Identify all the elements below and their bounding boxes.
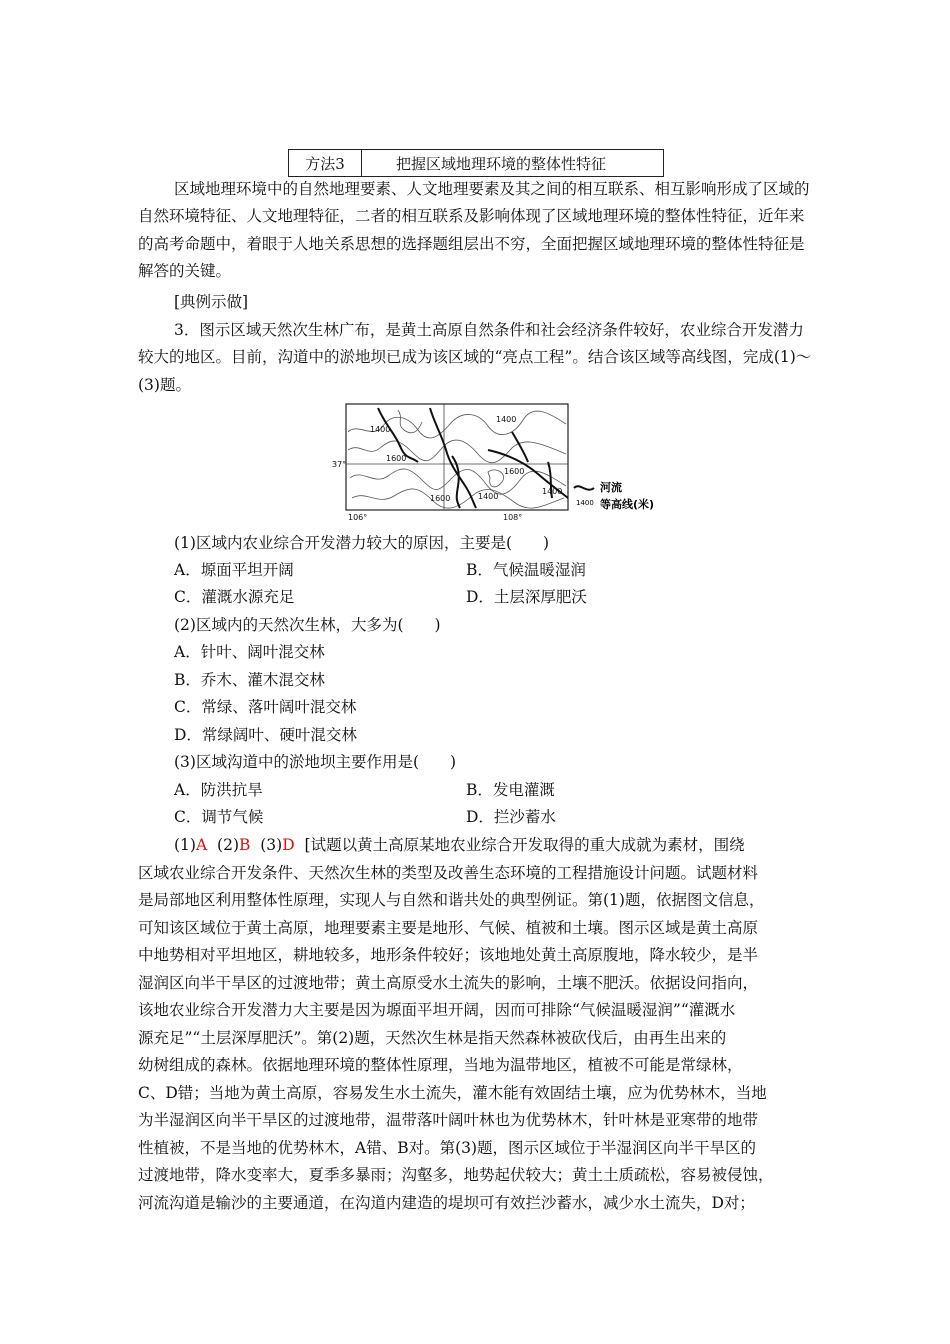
q2-option-a: A．针叶、阔叶混交林 — [174, 643, 325, 661]
answer-line: C、D错；当地为黄土高原，容易发生水土流失，灌木能有效固结土壤，应为优势林木，当地 — [138, 1084, 767, 1102]
method-title: 把握区域地理环境的整体性特征 — [396, 154, 607, 173]
latitude-label: 37° — [332, 460, 347, 469]
contour-label: 1400 — [496, 415, 517, 424]
q2-option-b: B．乔木、灌木混交林 — [174, 671, 325, 689]
answer-line: 幼树组成的森林。依据地理环境的整体性原理，当地为温带地区，植被不可能是常绿林， — [138, 1056, 743, 1074]
q3-option-b: B．发电灌溉 — [466, 781, 555, 799]
river-legend-icon — [574, 486, 594, 489]
answer-part-2: (2) — [217, 836, 239, 854]
contour-label: 1400 — [370, 425, 391, 434]
answer-line: 湿润区向半干旱区的过渡地带；黄土高原受水土流失的影响，土壤不肥沃。依据设问指向， — [138, 974, 759, 992]
q1-option-a: A．塬面平坦开阔 — [174, 561, 294, 579]
answer-1: A — [195, 836, 208, 854]
q1-option-d: D．土层深厚肥沃 — [466, 588, 587, 606]
question-stem: 3．图示区域天然次生林广布，是黄土高原自然条件和社会经济条件较好，农业综合开发潜力较大的地区。目前，沟道中的淤地坝已成为该区域的“亮点工程”。结合该区域等高线图，完成(1)～(3)题。 — [138, 321, 812, 394]
q1-stem: (1)区域内农业综合开发潜力较大的原因，主要是( ) — [174, 534, 550, 552]
answer-line: 可知该区域位于黄土高原，地理要素主要是地形、气候、植被和土壤。图示区域是黄土高原 — [138, 919, 759, 937]
longitude-label: 106° — [348, 513, 368, 522]
contour-map — [332, 402, 658, 522]
q3-option-d: D．拦沙蓄水 — [466, 808, 556, 826]
answer-part-1: (1) — [174, 836, 196, 854]
contour-label: 1600 — [386, 454, 407, 463]
answer-line: 该地农业综合开发潜力大主要是因为塬面平坦开阔，因而可排除“气候温暖湿润”“灌溉水 — [138, 1001, 736, 1019]
answer-line: 性植被，不是当地的优势林木，A错、B对。第(3)题，图示区域位于半湿润区向半干旱区的 — [138, 1139, 757, 1157]
intro-paragraph: 区域地理环境中的自然地理要素、人文地理要素及其之间的相互联系、相互影响形成了区域的自然环境特征、人文地理特征，二者的相互联系及影响体现了区域地理环境的整体性特征，近年来的高考命题中，着眼于人地关系思想的选择题组层出不穷，全面把握区域地理环境的整体性特征是解答的关键。 — [138, 180, 810, 280]
method-label: 方法3 — [289, 150, 362, 176]
q3-stem: (3)区域沟道中的淤地坝主要作用是( ) — [174, 753, 457, 771]
legend-contour-value: 1400 — [576, 499, 594, 507]
contour-label: 1400 — [542, 487, 563, 496]
legend-contour-label: 等高线(米) — [600, 498, 655, 511]
q2-option-d: D．常绿阔叶、硬叶混交林 — [174, 726, 357, 744]
contour-label: 1400 — [478, 492, 499, 501]
answer-line: 为半湿润区向半干旱区的过渡地带，温带落叶阔叶林也为优势林木，针叶林是亚寒带的地带 — [138, 1111, 759, 1129]
answer-first-line — [174, 833, 745, 855]
q3-option-c: C．调节气候 — [174, 808, 264, 826]
q2-stem: (2)区域内的天然次生林，大多为( ) — [174, 616, 441, 634]
answer-2: B — [239, 836, 251, 854]
example-label: [典例示做] — [174, 293, 249, 311]
answer-line: 河流沟道是输沙的主要通道，在沟道内建造的堤坝可有效拦沙蓄水，减少水土流失，D对； — [138, 1194, 755, 1212]
answer-line: 过渡地带，降水变率大，夏季多暴雨；沟壑多，地势起伏较大；黄土土质疏松，容易被侵蚀， — [138, 1166, 774, 1184]
q1-option-c: C．灌溉水源充足 — [174, 588, 295, 606]
method-header — [288, 149, 664, 177]
map-legend — [574, 480, 654, 511]
answer-line: 源充足”“土层深厚肥沃”。第(2)题，天然次生林是指天然森林被砍伐后，由再生出来的 — [138, 1029, 727, 1047]
answer-line: 是局部地区利用整体性原理，实现人与自然和谐共处的典型例证。第(1)题，依据图文信息， — [138, 891, 765, 909]
answer-line: 区域农业综合开发条件、天然次生林的类型及改善生态环境的工程措施设计问题。试题材料 — [138, 864, 759, 882]
contour-label: 1600 — [504, 467, 525, 476]
answer-line: 中地势相对平坦地区，耕地较多，地形条件较好；该地地处黄土高原腹地，降水较少，是半 — [138, 946, 759, 964]
answer-part-3: (3) — [260, 836, 283, 854]
contour-label: 1600 — [430, 494, 451, 503]
q2-option-c: C．常绿、落叶阔叶混交林 — [174, 698, 357, 716]
q3-option-a: A．防洪抗旱 — [174, 781, 263, 799]
answer-explanation-start: [试题以黄土高原某地农业综合开发取得的重大成就为素材，围绕 — [304, 836, 745, 854]
legend-river-label: 河流 — [600, 481, 622, 494]
q1-option-b: B．气候温暖湿润 — [466, 561, 586, 579]
answer-3: D — [282, 836, 295, 854]
longitude-label: 108° — [503, 513, 523, 522]
